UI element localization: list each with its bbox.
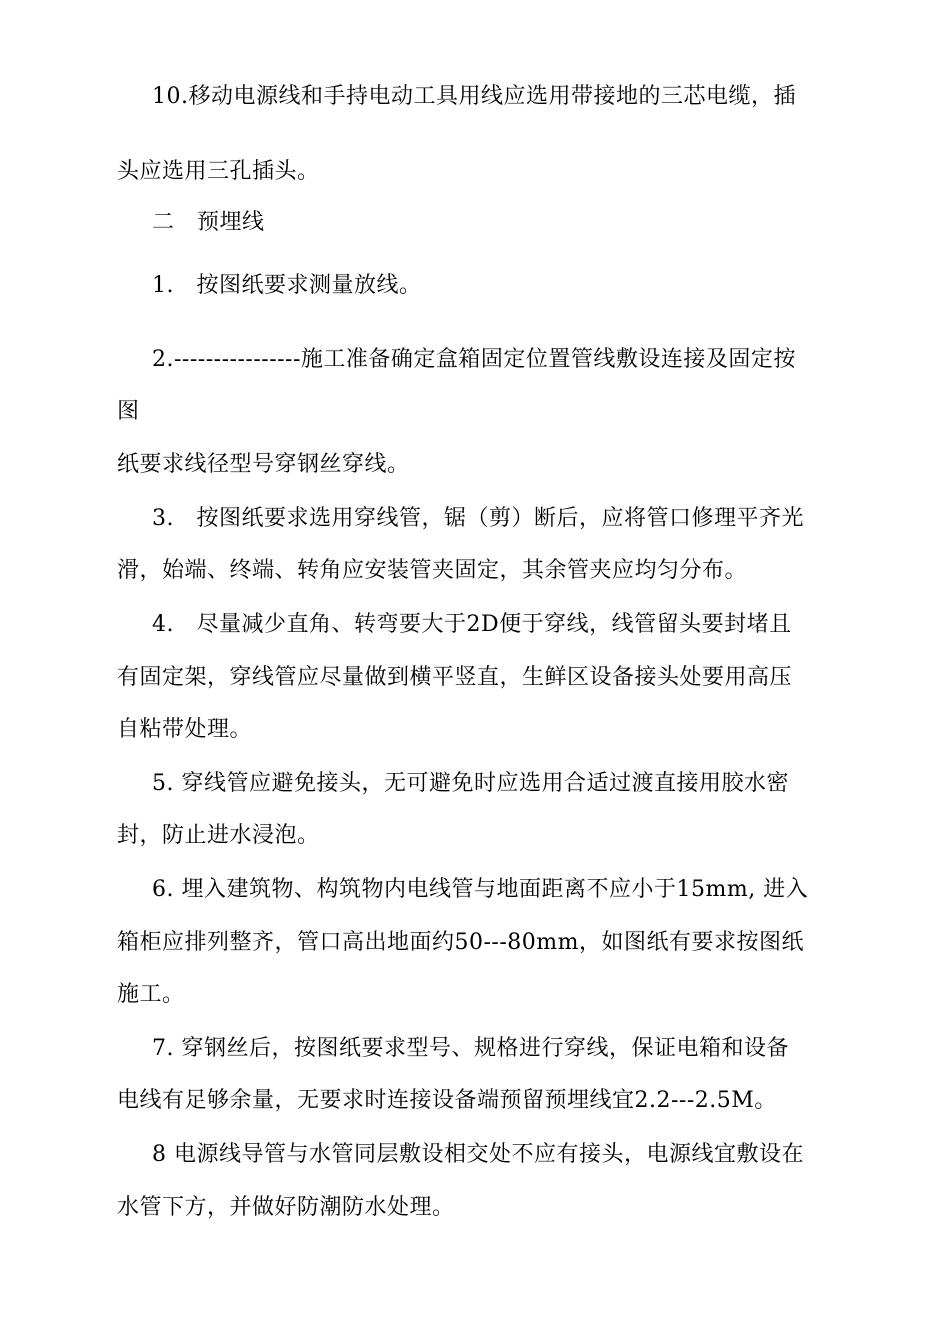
item-6-line-3: 施工。: [117, 982, 185, 1007]
item-2-line-3: 纸要求线径型号穿钢丝穿线。: [117, 452, 410, 477]
item-8-line-2: 水管下方，并做好防潮防水处理。: [117, 1195, 455, 1220]
item-2-line-2: 图: [117, 399, 140, 424]
item-5-line-1: 5. 穿线管应避免接头，无可避免时应选用合适过渡直接用胶水密: [152, 771, 789, 796]
item-1-line-1: 1. 按图纸要求测量放线。: [152, 273, 422, 298]
item-4-line-1: 4. 尽量减少直角、转弯要大于2D便于穿线，线管留头要封堵且: [152, 612, 792, 637]
item-3-line-2: 滑，始端、终端、转角应安装管夹固定，其余管夹应均匀分布。: [117, 558, 748, 583]
item-4-line-2: 有固定架，穿线管应尽量做到横平竖直，生鲜区设备接头处要用高压: [117, 665, 793, 690]
paragraph-10-line-2: 头应选用三孔插头。: [117, 159, 320, 184]
section-heading: 二 预埋线: [152, 210, 265, 235]
item-5-line-2: 封，防止进水浸泡。: [117, 823, 320, 848]
item-2-line-1: 2.----------------施工准备确定盒箱固定位置管线敷设连接及固定按: [152, 347, 796, 372]
item-8-line-1: 8 电源线导管与水管同层敷设相交处不应有接头，电源线宜敷设在: [152, 1142, 804, 1167]
paragraph-10-line-1: 10.移动电源线和手持电动工具用线应选用带接地的三芯电缆，插: [152, 84, 796, 109]
item-7-line-1: 7. 穿钢丝后，按图纸要求型号、规格进行穿线，保证电箱和设备: [152, 1036, 789, 1061]
item-6-line-1: 6. 埋入建筑物、构筑物内电线管与地面距离不应小于15mm, 进入: [152, 877, 809, 902]
item-4-line-3: 自粘带处理。: [117, 717, 253, 742]
item-3-line-1: 3. 按图纸要求选用穿线管，锯（剪）断后，应将管口修理平齐光: [152, 506, 804, 531]
item-6-line-2: 箱柜应排列整齐，管口高出地面约50---80mm，如图纸有要求按图纸: [117, 930, 805, 955]
item-7-line-2: 电线有足够余量，无要求时连接设备端预留预埋线宜2.2---2.5M。: [117, 1088, 777, 1113]
